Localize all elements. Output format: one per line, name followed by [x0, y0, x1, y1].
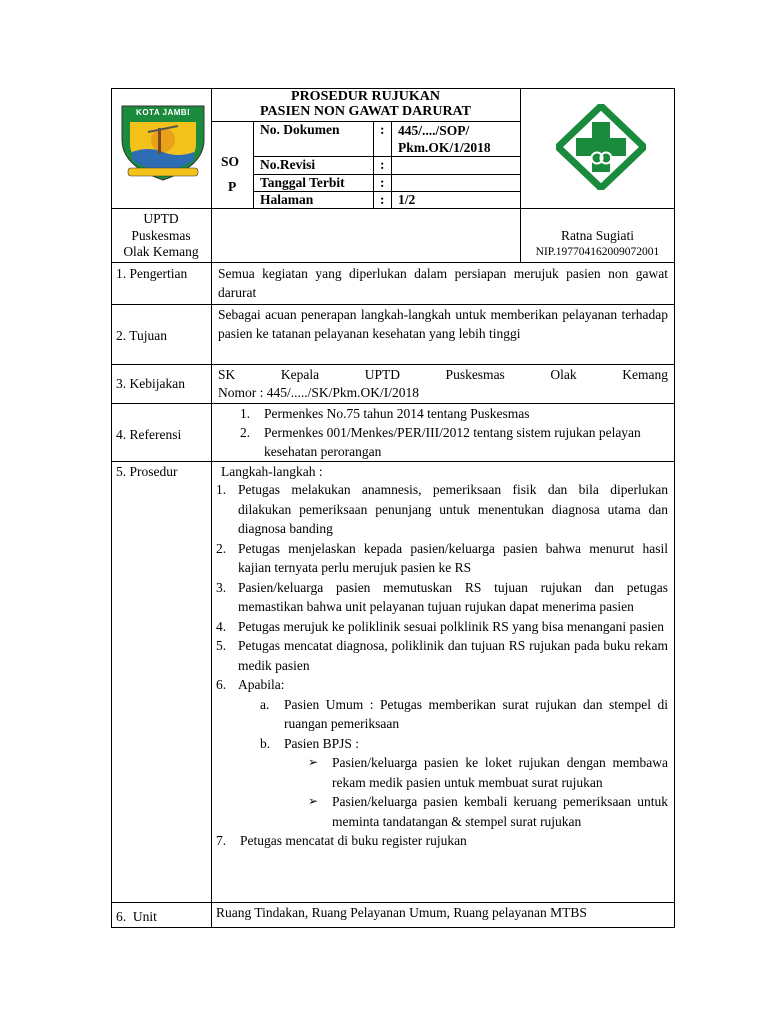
signer-name: Ratna Sugiati — [560, 228, 635, 243]
org-name-line3: Olak Kemang — [123, 244, 199, 259]
colon-column-right — [391, 121, 392, 208]
procedure-bullet — [308, 792, 668, 831]
revision-colon: : — [380, 157, 385, 172]
substep-text: Pasien Umum : Petugas memberikan surat rujukan dan stempel di ruangan pemeriksaan — [284, 696, 668, 731]
procedure-step — [216, 539, 668, 578]
reference-num: 1. — [240, 406, 251, 421]
reference-item — [240, 404, 668, 423]
bullet-text: Pasien/keluarga pasien ke loket rujukan dengan membawa rekam medik pasien untuk membuat surat rujukan — [332, 755, 668, 790]
section-label-tujuan: 2. Tujuan — [116, 328, 168, 343]
sop-label-so: SO — [221, 154, 240, 169]
step-num: 2. — [216, 540, 227, 556]
issue-date-label: Tanggal Terbit — [260, 175, 345, 190]
section-label-pengertian: 1. Pengertian — [116, 266, 188, 281]
page-colon: : — [380, 192, 385, 207]
step-num: 7. — [216, 833, 227, 848]
doc-number-colon: : — [380, 122, 385, 137]
sop-column-divider — [253, 121, 254, 208]
section-label-prosedur: 5. Prosedur — [116, 464, 178, 479]
procedure-step — [216, 578, 668, 617]
revision-label: No.Revisi — [260, 157, 316, 172]
step-text: Pasien/keluarga pasien memutuskan RS tujuan rujukan dan petugas memastikan bahwa unit pelayanan tujuan rujukan dapat menerima pasien — [238, 579, 668, 614]
procedure-step — [216, 636, 668, 675]
page-label: Halaman — [260, 192, 314, 207]
reference-text: Permenkes No.75 tahun 2014 tentang Puskesmas — [264, 406, 530, 421]
doc-title-line2: PASIEN NON GAWAT DARURAT — [260, 104, 471, 119]
step-num: 3. — [216, 579, 227, 595]
procedure-steps — [216, 480, 668, 851]
procedure-intro: Langkah-langkah : — [221, 464, 323, 479]
step-num: 4. — [216, 618, 227, 634]
step-text: Apabila: — [238, 677, 285, 692]
section-text-unit: Ruang Tindakan, Ruang Pelayanan Umum, Ruang pelayanan MTBS — [216, 905, 587, 920]
issue-date-colon: : — [380, 175, 385, 190]
reference-list — [240, 404, 668, 461]
logo-banner-text: KOTA JAMBI — [136, 108, 190, 117]
section-label-kebijakan: 3. Kebijakan — [116, 376, 185, 391]
reference-num: 2. — [240, 425, 251, 440]
step-text: Petugas melakukan anamnesis, pemeriksaan fisik dan bila diperlukan dilakukan pemeriksaan penunjang untuk menentukan diagnosa utama dan diagnosa banding — [238, 482, 668, 536]
procedure-step — [216, 480, 668, 539]
bullet-text: Pasien/keluarga pasien kembali keruang pemeriksaan untuk meminta tandatangan & stempel surat rujukan — [332, 794, 668, 829]
substep-letter: a. — [260, 696, 270, 712]
procedure-step — [216, 675, 668, 695]
org-name-line1: UPTD — [143, 211, 179, 226]
doc-title-line1: PROSEDUR RUJUKAN — [291, 89, 440, 104]
reference-item — [240, 423, 668, 461]
section-label-referensi: 4. Referensi — [116, 427, 182, 442]
section-text-pengertian: Semua kegiatan yang diperlukan dalam persiapan merujuk pasien non gawat darurat — [218, 266, 668, 300]
step-text: Petugas merujuk ke poliklinik sesuai polklinik RS yang bisa menangani pasien — [238, 618, 664, 634]
puskesmas-logo — [556, 104, 646, 190]
step-text: Petugas menjelaskan kepada pasien/keluarga pasien bahwa menurut hasil kajian ternyata perlu merujuk pasien ke RS — [238, 540, 668, 575]
label-column-divider — [211, 88, 212, 928]
step-num: 5. — [216, 638, 227, 653]
procedure-substep — [260, 734, 668, 754]
step-text: Petugas mencatat di buku register rujukan — [240, 833, 467, 848]
section-text-tujuan: Sebagai acuan penerapan langkah-langkah untuk memberikan pelayanan terhadap pasien ke tatanan pelayanan kesehatan yang lebih tinggi — [218, 307, 668, 341]
procedure-substep — [260, 695, 668, 734]
policy-line2: Nomor : 445/...../SK/Pkm.OK/I/2018 — [218, 385, 420, 400]
sop-label-p: P — [228, 179, 237, 194]
procedure-step — [216, 831, 668, 851]
step-num: 1. — [216, 482, 227, 497]
procedure-bullet — [308, 753, 668, 792]
arrow-bullet-icon: ➢ — [308, 794, 319, 808]
arrow-bullet-icon: ➢ — [308, 755, 319, 769]
header-bottom-divider — [111, 262, 675, 263]
kota-jambi-logo — [118, 104, 208, 182]
header-divider — [111, 208, 675, 209]
org-name — [111, 211, 211, 261]
substep-text: Pasien BPJS : — [284, 735, 360, 751]
substep-letter: b. — [260, 735, 271, 751]
doc-number-value: 445/..../SOP/ Pkm.OK/1/2018 — [398, 123, 491, 155]
section-divider — [111, 461, 675, 462]
doc-number-label: No. Dokumen — [260, 122, 340, 137]
step-num: 6. — [216, 677, 227, 692]
step-text: Petugas mencatat diagnosa, poliklinik dan tujuan RS rujukan pada buku rekam medik pasien — [238, 638, 668, 673]
doc-title — [211, 89, 520, 119]
policy-line1: SK Kepala UPTD Puskesmas Olak Kemang — [218, 367, 668, 382]
reference-text: Permenkes 001/Menkes/PER/III/2012 tentang sistem rujukan pelayan kesehatan perorangan — [264, 425, 641, 459]
page-value: 1/2 — [398, 192, 416, 207]
section-label-unit: 6. Unit — [116, 909, 157, 924]
procedure-step — [216, 617, 668, 637]
colon-column-left — [373, 121, 374, 208]
org-name-line2: Puskesmas — [131, 227, 191, 243]
signer-nip: NIP.197704162009072001 — [535, 246, 660, 258]
